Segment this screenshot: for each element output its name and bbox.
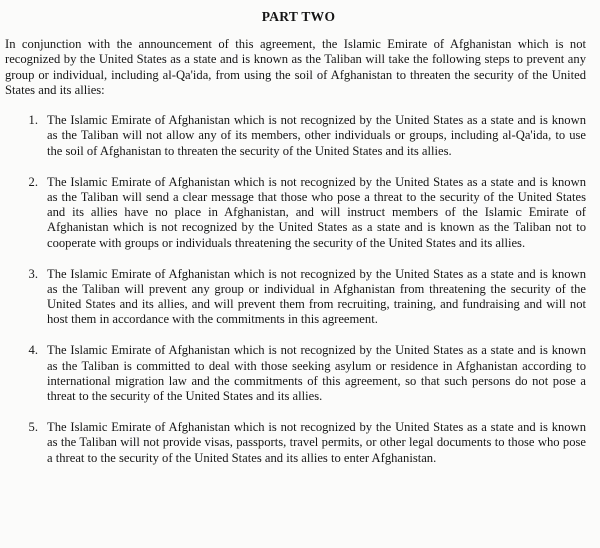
list-item-text: The Islamic Emirate of Afghanistan which is not recognized by the United States as a state and is known as the Taliban will not provide visas, passports, travel permits, or other legal documents to those who pose a threat to the security of the United States and its allies to enter Afghanistan. bbox=[47, 419, 586, 465]
list-item-text: The Islamic Emirate of Afghanistan which is not recognized by the United States as a state and is known as the Taliban will not allow any of its members, other individuals or groups, including al-Qa'ida, to use the soil of Afghanistan to threaten the security of the United States and its allies. bbox=[47, 113, 586, 158]
list-item-number: 2. bbox=[28, 174, 38, 189]
list-item bbox=[5, 343, 586, 404]
list-item bbox=[5, 113, 586, 159]
numbered-list bbox=[5, 113, 586, 466]
list-item-number: 1. bbox=[28, 113, 38, 128]
list-item-text: The Islamic Emirate of Afghanistan which is not recognized by the United States as a state and is known as the Taliban will send a clear message that those who pose a threat to the security of the United States and its allies have no place in Afghanistan, and will instruct members of the Islamic Emirate of Afghanistan which is not recognized by the United States as a state and is known as the Taliban not to cooperate with groups or individuals threatening the security of the United States and its allies. bbox=[47, 174, 586, 250]
list-item-text: The Islamic Emirate of Afghanistan which is not recognized by the United States as a state and is known as the Taliban will prevent any group or individual in Afghanistan from threatening the security of the United States and its allies, and will prevent them from recruiting, training, and fundraising and will not host them in accordance with the commitments in this agreement. bbox=[47, 266, 586, 327]
list-item bbox=[5, 175, 586, 251]
list-item bbox=[5, 267, 586, 328]
list-item-number: 4. bbox=[28, 343, 38, 358]
list-item bbox=[5, 420, 586, 466]
intro-paragraph: In conjunction with the announcement of this agreement, the Islamic Emirate of Afghanistan which is not recognized by the United States as a state and is known as the Taliban will take the following steps to prevent any group or individual, including al-Qa'ida, from using the soil of Afghanistan to threaten the security of the United States and its allies: bbox=[5, 37, 586, 97]
list-item-text: The Islamic Emirate of Afghanistan which is not recognized by the United States as a state and is known as the Taliban is committed to deal with those seeking asylum or residence in Afghanistan according to international migration law and the commitments of this agreement, so that such persons do not pose a threat to the security of the United States and its allies. bbox=[47, 343, 586, 404]
list-item-number: 3. bbox=[28, 266, 38, 281]
list-item-number: 5. bbox=[28, 419, 38, 434]
section-title: PART TWO bbox=[261, 9, 336, 24]
